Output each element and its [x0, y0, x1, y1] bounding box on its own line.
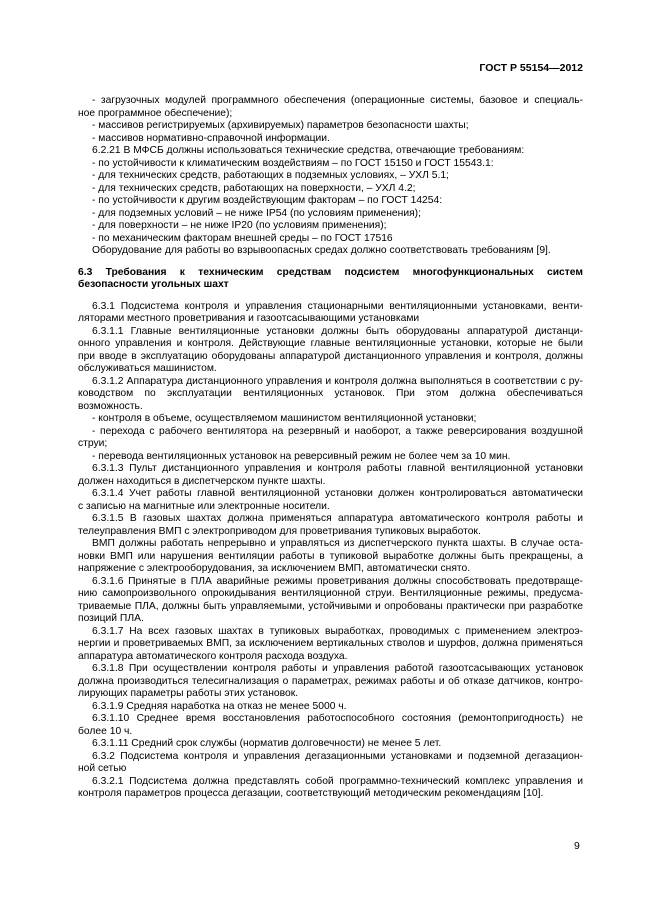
text-line: - загрузочных модулей программного обеспечения (операционные системы, базовое и специаль- — [92, 95, 583, 106]
text-line: - перевода вентиляционных установок на реверсивный режим не более чем за 10 мин. — [92, 450, 511, 462]
text-line: телеуправления ВМП с электроприводом для проветривания тупиковых выработок. — [78, 525, 481, 537]
text-line: 6.2.21 В МФСБ должны использоваться технические средства, отвечающие требованиям: — [92, 145, 525, 156]
text-line: должен находиться в диспетчерском пункте шахты. — [78, 475, 326, 487]
text-line: позиций ПЛА. — [78, 613, 144, 624]
text-line: аппаратура автоматического контроля расхода воздуха. — [78, 650, 348, 662]
text-line: 6.3.2 Подсистема контроля и управления дегазационными установками и подземной дегазацион- — [92, 750, 583, 762]
text-line: - контроля в объеме, осуществляемом машинистом вентиляционной установки; — [92, 413, 477, 424]
text-line: ководством по эксплуатации вентиляционных установок. При этом должна обеспечиваться возможность. — [78, 388, 583, 412]
text-line: нергии и проветриваемых ВМП, за исключением вертикальных стволов и шурфов, должна применяться — [78, 638, 583, 649]
text-line: при вводе в эксплуатацию оборудованы аппаратурой дистанционного управления и контроля, должны — [78, 350, 583, 362]
text-line: 6.3.1 Подсистема контроля и управления стационарными вентиляционными установками, венти- — [92, 300, 583, 312]
text-line: 6.3.2.1 Подсистема должна представлять собой программно-технический комплекс управления и — [92, 775, 583, 787]
text-line: новки ВМП или нарушения вентиляции работы в тупиковой выработке должны быть прекращены, а — [78, 550, 583, 562]
text-line: - по устойчивости к другим воздействующим факторам – по ГОСТ 14254: — [92, 195, 443, 206]
text-line: - для подземных условий – не ниже IP54 (по условиям применения); — [92, 207, 421, 219]
text-line: ное программное обеспечение); — [78, 107, 233, 119]
text-line: - массивов нормативно-справочной информации. — [92, 132, 330, 144]
section-6-3-body — [78, 301, 583, 801]
heading-line-1: 6.3 Требования к техническим средствам подсистем многофункциональных систем — [78, 266, 583, 278]
text-line: 6.3.1.8 При осуществлении контроля работы и управления работой газоотсасывающих установок — [92, 663, 583, 674]
text-line: контроля параметров процесса дегазации, соответствующий методическим рекомендациям [10]. — [78, 788, 544, 799]
text-line: - перехода с рабочего вентилятора на резервный и наоборот, а также реверсирования воздушной — [92, 425, 583, 437]
text-line: 6.3.1.4 Учет работы главной вентиляционной установки должен контролироваться автоматически — [92, 488, 583, 499]
text-line: - для технических средств, работающих на поверхности, – УХЛ 4.2; — [92, 182, 416, 194]
text-line: 6.3.1.2 Аппаратура дистанционного управления и контроля должна выполняться в соответствии с ру- — [92, 375, 583, 387]
heading-line-2: безопасности угольных шахт — [78, 279, 229, 290]
text-line: 6.3.1.11 Средний срок службы (норматив долговечности) не менее 5 лет. — [92, 738, 442, 749]
text-line: напряжение с электрооборудования, за исключением ВМП, автоматически снято. — [78, 563, 471, 574]
text-line: струи; — [78, 438, 108, 449]
text-line: 6.3.1.7 На всех газовых шахтах в тупиковых выработках, проводимых с применением электроэ- — [92, 625, 583, 637]
text-line: 6.3.1.1 Главные вентиляционные установки должны быть оборудованы аппаратурой дистанци- — [92, 325, 583, 337]
text-line: онного управления и контроля. Действующие главные вентиляционные установки, которые не были — [78, 338, 583, 349]
text-line: нию самопроизвольного опрокидывания вентиляционной струи. Вентиляционные режимы, предусма- — [78, 588, 583, 599]
text-line: должна производиться телесигнализация о параметрах, режимах работы и об отказе датчиков, контро- — [78, 675, 583, 687]
document-body — [78, 95, 583, 801]
text-line: с записью на магнитные или электронные носители. — [78, 500, 330, 512]
text-line: - по механическим факторам внешней среды – по ГОСТ 17516 — [92, 232, 393, 244]
text-line: лирующих параметры работы этих установок. — [78, 688, 299, 699]
document-code: ГОСТ Р 55154—2012 — [479, 62, 583, 74]
text-line: 6.3.1.3 Пульт дистанционного управления и контроля работы главной вентиляционной установки — [92, 463, 583, 474]
text-line: 6.3.1.9 Средняя наработка на отказ не менее 5000 ч. — [92, 700, 347, 712]
text-line: обслуживаться машинистом. — [78, 363, 217, 374]
text-line: триваемые ПЛА, должны быть управляемыми, устойчивыми и опробованы практически при разработке — [78, 600, 583, 612]
text-line: 6.3.1.5 В газовых шахтах должна применяться аппаратура автоматического контроля работы и — [92, 513, 583, 524]
text-line: более 10 ч. — [78, 725, 133, 737]
section-heading-6-3 — [78, 267, 583, 292]
page-number: 9 — [574, 840, 580, 852]
text-line: Оборудование для работы во взрывоопасных средах должно соответствовать требованиям [9]. — [92, 245, 551, 256]
text-line: ной сетью — [78, 763, 127, 774]
text-line: - для технических средств, работающих в подземных условиях, – УХЛ 5.1; — [92, 170, 449, 181]
text-line: ляторами местного проветривания и газоотсасывающими установками — [78, 313, 420, 324]
text-line: ВМП должны работать непрерывно и управляться из диспетчерского пункта шахты. В случае оста- — [92, 538, 583, 549]
text-line: - массивов регистрируемых (архивируемых) параметров безопасности шахты; — [92, 120, 469, 131]
text-line: 6.3.1.6 Принятые в ПЛА аварийные режимы проветривания должны способствовать предотвраще- — [92, 575, 583, 587]
text-line: - для поверхности – не ниже IP20 (по условиям применения); — [92, 220, 387, 231]
text-line: 6.3.1.10 Среднее время восстановления работоспособного состояния (ремонтопригодность) не — [92, 713, 583, 724]
text-line: - по устойчивости к климатическим воздействиям – по ГОСТ 15150 и ГОСТ 15543.1: — [92, 157, 494, 169]
section-6-2-continuation — [78, 95, 583, 258]
